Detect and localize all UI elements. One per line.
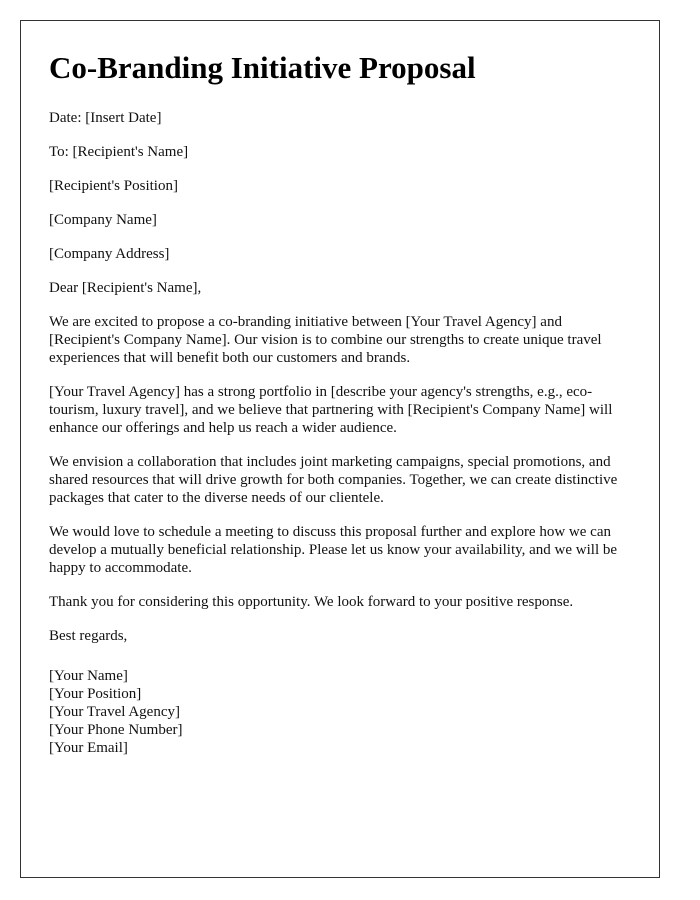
signature-phone: [Your Phone Number]	[49, 722, 183, 738]
body-paragraph-4: We would love to schedule a meeting to discuss this proposal further and explore how we can develop a mutually beneficial relationship. Please let us know your availability, and we will be happy to accommodate.	[49, 524, 618, 576]
letter-page	[20, 20, 660, 878]
body-paragraph-5: Thank you for considering this opportunity. We look forward to your positive response.	[49, 594, 574, 610]
salutation: Dear [Recipient's Name],	[49, 280, 202, 296]
signature-agency: [Your Travel Agency]	[49, 704, 180, 720]
company-name: [Company Name]	[49, 212, 157, 228]
signature-block	[49, 667, 631, 757]
recipient-name-line: To: [Recipient's Name]	[49, 144, 189, 160]
letter-title: Co-Branding Initiative Proposal	[49, 50, 476, 85]
closing: Best regards,	[49, 628, 128, 644]
body-paragraph-1: We are excited to propose a co-branding initiative between [Your Travel Agency] and [Recipient's Company Name]. Our vision is to combine our strengths to create unique travel experiences that will benefit both our customers and brands.	[49, 314, 602, 366]
signature-position: [Your Position]	[49, 686, 142, 702]
body-paragraph-3: We envision a collaboration that includes joint marketing campaigns, special promotions, and shared resources that will drive growth for both companies. Together, we can create distinctive packages that cater to the diverse needs of our clientele.	[49, 454, 618, 506]
signature-name: [Your Name]	[49, 668, 128, 684]
date-line: Date: [Insert Date]	[49, 110, 162, 126]
company-address: [Company Address]	[49, 246, 170, 262]
signature-email: [Your Email]	[49, 740, 128, 756]
recipient-position: [Recipient's Position]	[49, 178, 178, 194]
body-paragraph-2: [Your Travel Agency] has a strong portfolio in [describe your agency's strengths, e.g., eco-tourism, luxury travel], and we believe that partnering with [Recipient's Company Name] will enhance our offerings and help us reach a wider audience.	[49, 384, 613, 436]
